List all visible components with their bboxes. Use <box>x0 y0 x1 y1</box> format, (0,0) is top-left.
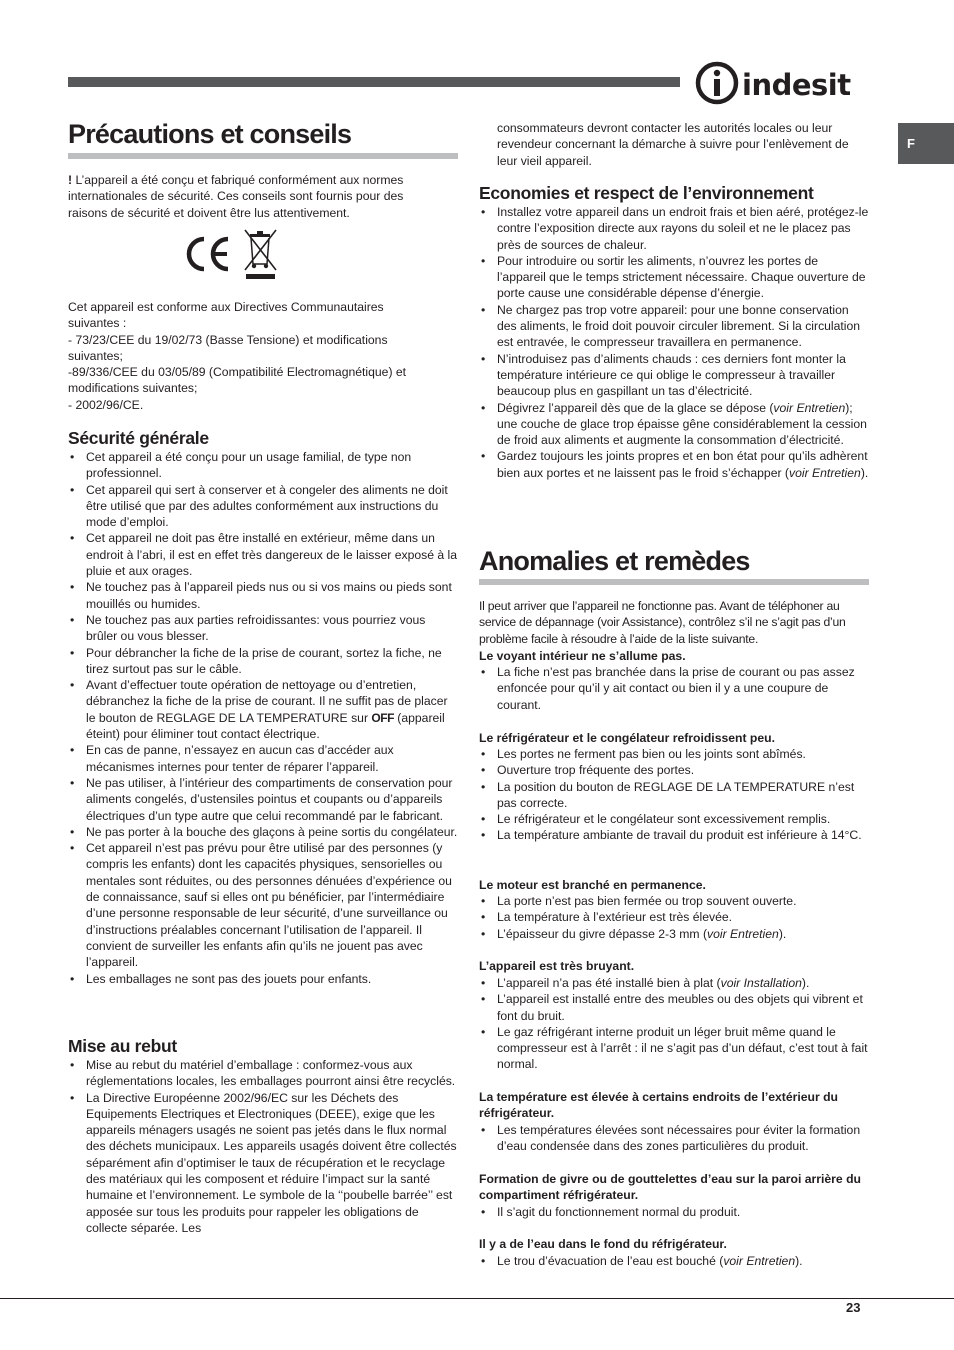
problem-heading: Formation de givre ou de gouttelettes d’eau sur la paroi arrière du compartiment réfrigérateur. <box>479 1172 861 1203</box>
eco-list <box>479 204 869 481</box>
list-item-text: Le trou d’évacuation de l’eau est bouché ( <box>497 1254 724 1268</box>
list-item: • Les portes ne ferment pas bien ou les joints sont abîmés. <box>479 746 869 762</box>
list-item-text: ). <box>860 465 869 480</box>
crossed-bin-icon <box>245 230 276 279</box>
list-item: • Pour introduire ou sortir les aliments, n’ouvrez les portes de l’appareil que le temps strictement nécessaire. Chaque ouverture de porte cause une considérable dépense d’énergie. <box>479 253 869 302</box>
list-item: • Installez votre appareil dans un endroit frais et bien aéré, protégez-le contre l’exposition directe aux rayons du soleil et ne le placez pas près de sources de chaleur. <box>479 204 869 253</box>
problem-list <box>479 1122 869 1155</box>
directives-line: -89/336/CEE du 03/05/89 (Compatibilité Electromagnétique) et modifications suivantes; <box>68 365 407 396</box>
cross-reference: voir Entretien <box>773 400 846 415</box>
page-title: Précautions et conseils <box>68 118 458 159</box>
ce-weee-marks <box>182 228 278 280</box>
securite-list <box>68 449 458 987</box>
list-item: • Les températures élevées sont nécessaires pour éviter la formation d’eau condensée dans des zones particulières du produit. <box>479 1122 869 1155</box>
rebut-list <box>68 1057 458 1236</box>
list-item-text: L’épaisseur du givre dépasse 2-3 mm ( <box>497 926 708 941</box>
warning-mark: ! <box>68 173 73 187</box>
header-rule <box>68 77 680 87</box>
problem-heading: Le voyant intérieur ne s’allume pas. <box>479 649 686 663</box>
list-item: • L’appareil est installé entre des meubles ou des objets qui vibrent et font du bruit. <box>479 991 869 1024</box>
list-item <box>479 926 869 942</box>
list-item: • La température ambiante de travail du produit est inférieure à 14°C. <box>479 827 869 843</box>
list-item-text: Dégivrez l’appareil dès que de la glace se dépose ( <box>497 400 774 415</box>
cross-reference: voir Entretien <box>707 926 779 941</box>
list-item: • Ne pas utiliser, à l’intérieur des compartiments de conservation pour aliments congelés, d’ustensiles pointus et coupants ou d’appareils électriques d’un type autre que celui recommandé par le fabricant. <box>68 775 458 824</box>
list-item: • Il s’agit du fonctionnement normal du produit. <box>479 1204 869 1220</box>
list-item <box>479 448 869 481</box>
securite-heading: Sécurité générale <box>68 428 209 448</box>
cross-reference: voir Installation <box>720 976 802 990</box>
list-item <box>68 677 458 742</box>
list-item-text: ). <box>795 1254 803 1268</box>
list-item: • Ne chargez pas trop votre appareil: pour une bonne conservation des aliments, le froid doit pouvoir circuler librement. Si la circulation est entravée, le compresseur travaillera en permanence. <box>479 302 869 351</box>
list-item <box>479 1253 869 1269</box>
list-item: • Ouverture trop fréquente des portes. <box>479 762 869 778</box>
continuation-text: consommateurs devront contacter les autorités locales ou leur revendeur concernant la démarche à suivre pour l’enlèvement de leur vieil appareil. <box>497 121 849 168</box>
directives-line: - 2002/96/CE. <box>68 397 144 412</box>
indesit-logo <box>694 60 868 106</box>
list-item: • N’introduisez pas d’aliments chauds : ces derniers font monter la température intérieure ce qui oblige le compresseur à travailler beaucoup plus en gaspillant un tas d’électricité. <box>479 351 869 400</box>
problem-list <box>479 664 869 713</box>
list-item: • La position du bouton de REGLAGE DE LA TEMPERATURE n’est pas correcte. <box>479 779 869 812</box>
problem-heading: Le moteur est branché en permanence. <box>479 878 706 892</box>
list-item: • Cet appareil ne doit pas être installé en extérieur, même dans un endroit à l’abri, il est en effet très dangereux de le laisser exposé à la pluie et aux orages. <box>68 530 458 579</box>
problem-list <box>479 893 869 942</box>
eco-heading: Economies et respect de l’environnement <box>479 183 814 203</box>
list-item: • Ne touchez pas à l’appareil pieds nus ou si vos mains ou pieds sont mouillés ou humides. <box>68 579 458 612</box>
list-item <box>479 400 869 449</box>
rebut-heading: Mise au rebut <box>68 1036 177 1056</box>
safety-intro <box>68 172 428 221</box>
off-symbol: OFF <box>371 710 394 725</box>
list-item: • En cas de panne, n’essayez en aucun cas d’accéder aux mécanismes internes pour tenter de réparer l’appareil. <box>68 742 458 775</box>
list-item: • Ne touchez pas aux parties refroidissantes: vous pourriez vous brûler ou vous blesser. <box>68 612 458 645</box>
list-item-text: ); une couche de glace trop épaisse gêne considérablement la cession de froid aux aliments et augmente la consommation d’électricité. <box>497 400 867 448</box>
safety-intro-text: L’appareil a été conçu et fabriqué conformément aux normes internationales de sécurité. Ces conseils sont fournis pour des raisons de sécurité et doivent être lus attentivement. <box>68 173 404 220</box>
cross-reference: voir Entretien <box>723 1254 796 1268</box>
directives-line: Cet appareil est conforme aux Directives Communautaires suivantes : <box>68 300 384 331</box>
list-item: • Cet appareil n’est pas prévu pour être utilisé par des personnes (y compris les enfants) dont les capacités physiques, sensorielles ou mentales sont réduites, ou des personnes dénuées d’expérience ou de connaissance, sauf si elles ont pu bénéficier, par l’intermédiaire d’une personne responsable de leur sécurité, d’une surveillance ou d’instructions préalables concernant l’utilisation de l’appareil. Il convient de surveiller les enfants afin qu’ils ne jouent pas avec l’appareil. <box>68 840 458 970</box>
list-item-text: L’appareil n’a pas été installé bien à plat ( <box>497 976 721 990</box>
ce-mark-icon <box>189 239 228 269</box>
list-item-text: Avant d’effectuer toute opération de nettoyage ou d’entretien, débranchez la fiche de la prise de courant. Il ne suffit pas de placer le bouton de REGLAGE DE LA TEMPERATURE sur <box>86 678 448 725</box>
list-item: • Les emballages ne sont pas des jouets pour enfants. <box>68 971 458 987</box>
list-item: • Ne pas porter à la bouche des glaçons à peine sortis du congélateur. <box>68 824 458 840</box>
svg-text:indesit: indesit <box>742 68 851 102</box>
problem-heading: Il y a de l’eau dans le fond du réfrigérateur. <box>479 1237 727 1251</box>
problem-heading: Le réfrigérateur et le congélateur refroidissent peu. <box>479 731 775 745</box>
problem-heading: L’appareil est très bruyant. <box>479 959 635 973</box>
language-tab: F <box>898 123 954 164</box>
problem-list <box>479 975 869 1073</box>
problem-list <box>479 1204 869 1220</box>
directives-line: - 73/23/CEE du 19/02/73 (Basse Tensione) et modifications suivantes; <box>68 332 388 363</box>
list-item: • La Directive Européenne 2002/96/EC sur les Déchets des Equipements Electriques et Electroniques (DEEE), exige que les appareils ménagers usagés ne soient pas jetés dans le flux normal des déchets municipaux. Les appareils usagés doivent être collectés séparément afin d’optimiser le taux de récupération et le recyclage des matériaux qui les composent et réduire l’impact sur la santé humaine et l’environnement. Le symbole de la ‘‘poubelle barrée’’ est apposée sur tous les produits pour rappeler les obligations de collecte séparée. Les <box>68 1090 458 1237</box>
cross-reference: voir Entretien <box>789 465 861 480</box>
anomalies-intro: Il peut arriver que l’appareil ne fonctionne pas. Avant de téléphoner au service de dépannage (voir Assistance), contrôlez s’il ne s’agit pas d’un problème facile à résoudre à l’aide de la liste suivante. <box>479 599 846 646</box>
list-item: • Mise au rebut du matériel d’emballage : conformez-vous aux réglementations locales, les emballages pourront ainsi être recyclés. <box>68 1057 458 1090</box>
problem-list <box>479 1253 869 1269</box>
anomalies-title: Anomalies et remèdes <box>479 545 869 585</box>
list-item: • Cet appareil a été conçu pour un usage familial, de type non professionnel. <box>68 449 458 482</box>
list-item: • La température à l’extérieur est très élevée. <box>479 909 869 925</box>
list-item <box>479 975 869 991</box>
problem-heading: La température est élevée à certains endroits de l’extérieur du réfrigérateur. <box>479 1090 839 1121</box>
list-item: • Le réfrigérateur et le congélateur sont excessivement remplis. <box>479 811 869 827</box>
list-item: • Cet appareil qui sert à conserver et à congeler des aliments ne doit être utilisé que par des adultes conformément aux instructions du mode d’emploi. <box>68 482 458 531</box>
list-item: • La porte n’est pas bien fermée ou trop souvent ouverte. <box>479 893 869 909</box>
footer-rule <box>0 1298 954 1299</box>
list-item: • Le gaz réfrigérant interne produit un léger bruit même quand le compresseur est à l’arrêt : il ne s’agit pas d’un défaut, c’est tout à fait normal. <box>479 1024 869 1073</box>
list-item-text: ). <box>801 976 810 990</box>
directives-block <box>68 299 438 413</box>
problem-list <box>479 746 869 844</box>
page-number: 23 <box>846 1300 861 1315</box>
list-item-text: Gardez toujours les joints propres et en bon état pour qu’ils adhèrent bien aux portes et ne laissent pas le froid s’échapper ( <box>497 449 868 480</box>
list-item: • La fiche n’est pas branchée dans la prise de courant ou pas assez enfoncée pour qu’il y ait contact ou bien il y a une coupure de courant. <box>479 664 869 713</box>
list-item: • Pour débrancher la fiche de la prise de courant, sortez la fiche, ne tirez surtout pas sur le câble. <box>68 645 458 678</box>
list-item-text: ). <box>778 926 787 941</box>
list-item-text: (appareil éteint) pour éliminer tout contact électrique. <box>86 710 445 742</box>
